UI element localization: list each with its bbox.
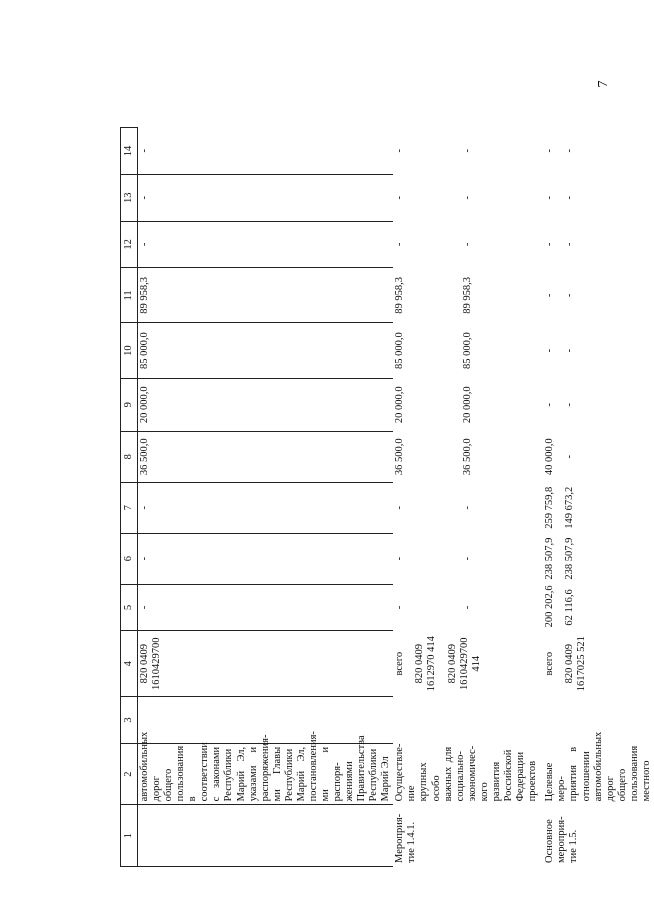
value-cell: - -: [544, 242, 576, 247]
value-cell: - -: [544, 195, 576, 200]
value-cell: -: [138, 221, 394, 268]
column-header: 4: [121, 631, 138, 697]
value-cell: - -: [394, 242, 474, 247]
value-cell: - -: [544, 148, 576, 153]
measure-description-cell: Целевые меро-приятия в отношении автомобильных дорог общего пользования местного: [544, 731, 652, 802]
column-header: 13: [121, 174, 138, 221]
column-header: 6: [121, 533, 138, 584]
column-header: 14: [121, 128, 138, 175]
budget-code-cell: всего 820 0409 1617025 521: [544, 636, 588, 692]
column-header: 7: [121, 482, 138, 533]
value-cell: 20 000,0: [138, 378, 394, 431]
value-cell: 40 000,0 -: [544, 438, 576, 476]
table-row: [543, 128, 654, 867]
column-header: 2: [121, 743, 138, 805]
value-cell: 200 202,6 62 116,6: [544, 585, 576, 628]
value-cell: 36 500,0: [138, 431, 394, 482]
page-number: 7: [596, 80, 611, 88]
value-cell: -: [138, 584, 394, 631]
column-header: 1: [121, 805, 138, 867]
measure-id-cell: Основное мероприя-тие 1.5.: [544, 816, 580, 863]
value-cell: -: [138, 174, 394, 221]
value-cell: 85 000,0 85 000,0: [394, 332, 474, 369]
budget-table-container: [120, 127, 652, 867]
column-header: 3: [121, 697, 138, 744]
value-cell: - -: [394, 505, 474, 510]
budget-code-cell: 820 0409 1610429700: [138, 631, 394, 697]
column-header: 8: [121, 431, 138, 482]
value-cell: -: [138, 533, 394, 584]
column-header: 10: [121, 323, 138, 378]
value-cell: 238 507,9 238 507,9: [544, 537, 576, 580]
value-cell: - -: [394, 605, 474, 610]
value-cell: 36 500,0 36 500,0: [394, 438, 474, 476]
column-header: 5: [121, 584, 138, 631]
value-cell: 85 000,0: [138, 323, 394, 378]
value-cell: 89 958,3 89 958,3: [394, 277, 474, 314]
value-cell: 89 958,3: [138, 268, 394, 323]
value-cell: - -: [544, 348, 576, 353]
column-number-header: [121, 128, 138, 867]
column-header: 9: [121, 378, 138, 431]
budget-code-cell: всего 820 0409 1612970 414 820 0409 1610429700 414: [394, 636, 482, 692]
value-cell: - -: [394, 195, 474, 200]
value-cell: -: [138, 482, 394, 533]
value-cell: - -: [544, 293, 576, 298]
value-cell: 20 000,0 20 000,0: [394, 386, 474, 424]
value-cell: - -: [394, 148, 474, 153]
measure-description-cell: Осуществле-ние крупных особо важных для социально-экономичес-кого развития Российской Федерации проектов: [394, 743, 538, 802]
measure-id-cell: Мероприя-тие 1.4.1.: [394, 813, 418, 863]
measure-id-cell: [138, 805, 394, 867]
table-row: [138, 128, 394, 867]
measure-description-cell: автомобильных дорог общего пользования в соответствии с законами Республики Марий Эл, указами и распоряжения-ми Главы Республики Марий Эл, постановления-ми и распоря-жениями Правительства Республики Марий Эл: [138, 743, 394, 805]
value-cell: - -: [394, 556, 474, 561]
value-cell: - -: [544, 402, 576, 407]
value-cell: -: [138, 128, 394, 175]
column-header: 11: [121, 268, 138, 323]
table-row: [393, 128, 543, 867]
column-header: 12: [121, 221, 138, 268]
budget-table: [120, 127, 654, 867]
value-cell: 259 759,8 149 673,2: [544, 486, 576, 529]
executor-cell: [393, 697, 543, 744]
